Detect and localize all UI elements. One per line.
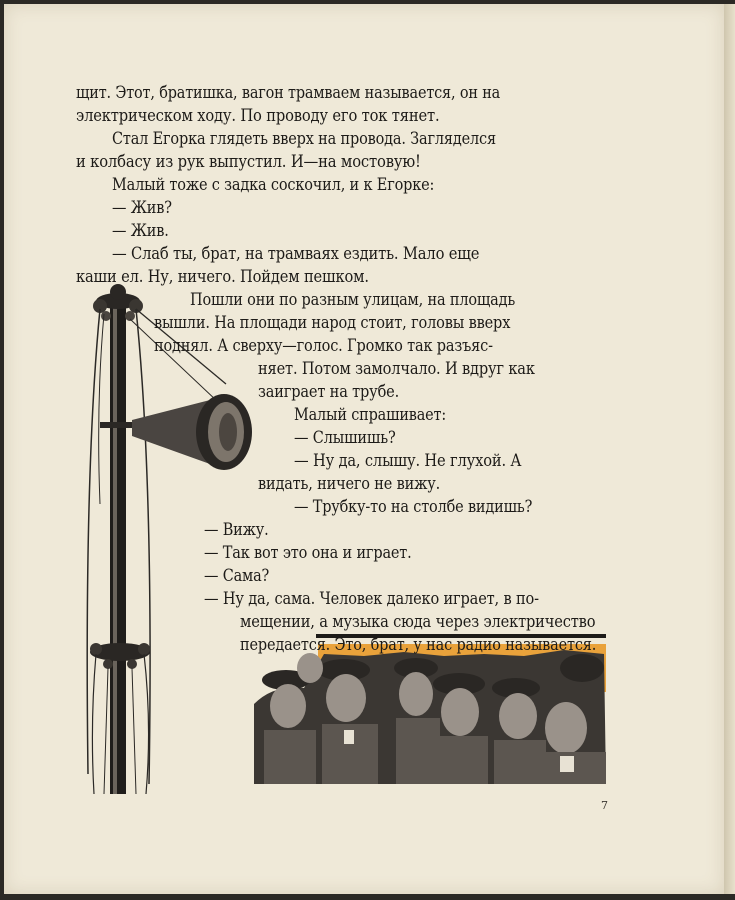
text-line: — Жив? <box>112 198 172 218</box>
text-line: электрическом ходу. По проводу его ток тянет. <box>76 106 440 126</box>
text-line: передается. Это, брат, у нас радио называется. <box>240 635 597 655</box>
text-line: Стал Егорка глядеть вверх на провода. Загляделся <box>112 129 496 149</box>
text-line: — Ну да, сама. Человек далеко играет, в по- <box>204 589 539 609</box>
text-line: — Слаб ты, брат, на трамваях ездить. Мало еще <box>112 244 480 264</box>
text-line: — Вижу. <box>204 520 269 540</box>
text-line: заиграет на трубе. <box>258 382 400 402</box>
crowd-of-boys-photo <box>254 634 606 784</box>
text-line: — Так вот это она и играет. <box>204 543 412 563</box>
text-line: — Трубку-то на столбе видишь? <box>294 497 533 517</box>
text-line: — Жив. <box>112 221 169 241</box>
text-line: видать, ничего не вижу. <box>258 474 441 494</box>
page-number: 7 <box>601 799 608 812</box>
text-line: поднял. А сверху—голос. Громко так разъяс- <box>154 336 493 356</box>
text-line: — Слышишь? <box>294 428 396 448</box>
book-edge <box>724 4 735 894</box>
text-line: и колбасу из рук выпустил. И—на мостовую! <box>76 152 421 172</box>
text-line: Малый тоже с задка соскочил, и к Егорке: <box>112 175 435 195</box>
text-line: — Ну да, слышу. Не глухой. А <box>294 451 522 471</box>
text-line: — Сама? <box>204 566 270 586</box>
text-line: вышли. На площади народ стоит, головы вверх <box>154 313 511 333</box>
text-line: няет. Потом замолчало. И вдруг как <box>258 359 535 379</box>
text-line: мещении, а музыка сюда через электричество <box>240 612 596 632</box>
text-line: Пошли они по разным улицам, на площадь <box>190 290 516 310</box>
book-page <box>4 4 724 894</box>
text-line: щит. Этот, братишка, вагон трамваем называется, он на <box>76 83 501 103</box>
text-line: каши ел. Ну, ничего. Пойдем пешком. <box>76 267 369 287</box>
text-line: Малый спрашивает: <box>294 405 447 425</box>
